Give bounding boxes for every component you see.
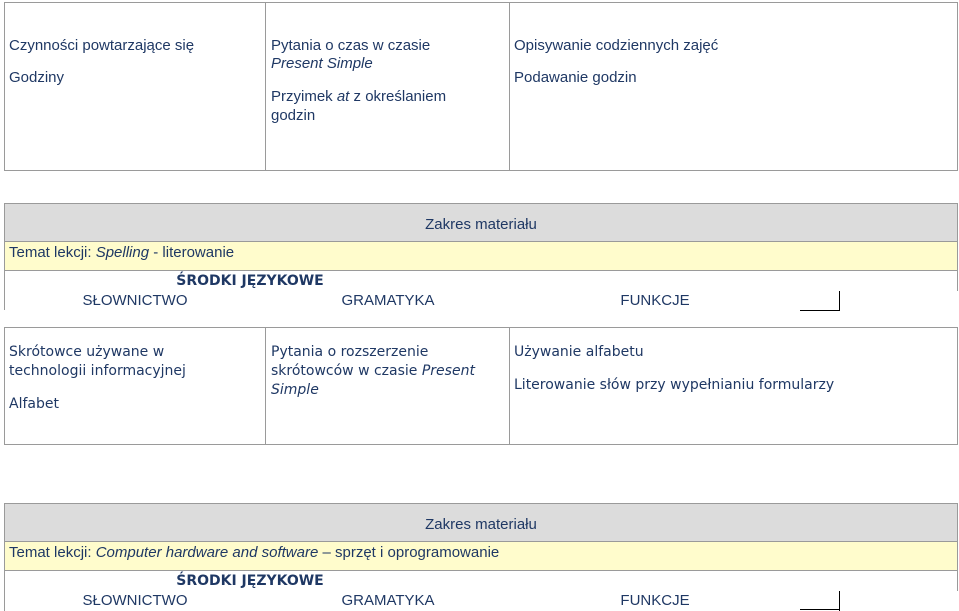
- section1-header: Zakres materiału: [425, 216, 537, 233]
- section2-col-header-1: SŁOWNICTWO: [82, 592, 188, 609]
- top-col1-line1: Czynności powtarzające się: [9, 37, 195, 54]
- section1-col1-line2: technologii informacyjnej: [9, 363, 186, 379]
- section1-srodki: ŚRODKI JĘZYKOWE: [176, 273, 324, 289]
- top-col2-line3: Przyimek at z określaniem: [271, 88, 447, 105]
- top-col3-line1: Opisywanie codziennych zajęć: [514, 37, 719, 54]
- section1-topic: Temat lekcji: Spelling - literowanie: [9, 244, 235, 261]
- section2-topic: Temat lekcji: Computer hardware and software – sprzęt i oprogramowanie: [9, 544, 500, 561]
- section1-col1-line1: Skrótowce używane w: [9, 344, 165, 360]
- top-col3-line2: Podawanie godzin: [514, 69, 637, 86]
- section2-header: Zakres materiału: [425, 516, 537, 533]
- section1-col-header-1: SŁOWNICTWO: [82, 292, 188, 309]
- section1-col2-line2: skrótowców w czasie Present: [271, 363, 475, 379]
- top-col1-line2: Godziny: [9, 69, 65, 86]
- section1-col-header-2: GRAMATYKA: [341, 292, 435, 309]
- top-col2-line1: Pytania o czas w czasie: [271, 37, 431, 54]
- section1-col3-line2: Literowanie słów przy wypełnianiu formularzy: [514, 377, 835, 393]
- section2-srodki: ŚRODKI JĘZYKOWE: [176, 573, 324, 589]
- section1-col3-line1: Używanie alfabetu: [514, 344, 644, 360]
- section2-col-header-3: FUNKCJE: [620, 592, 690, 609]
- section1-col2-line1: Pytania o rozszerzenie: [271, 344, 429, 360]
- top-col2-line2: Present Simple: [271, 55, 373, 72]
- section1-col1-line3: Alfabet: [9, 396, 59, 412]
- top-col2-line4: godzin: [271, 107, 316, 124]
- section1-col2-line3: Simple: [271, 382, 319, 398]
- section1-col-header-3: FUNKCJE: [620, 292, 690, 309]
- section2-col-header-2: GRAMATYKA: [341, 592, 435, 609]
